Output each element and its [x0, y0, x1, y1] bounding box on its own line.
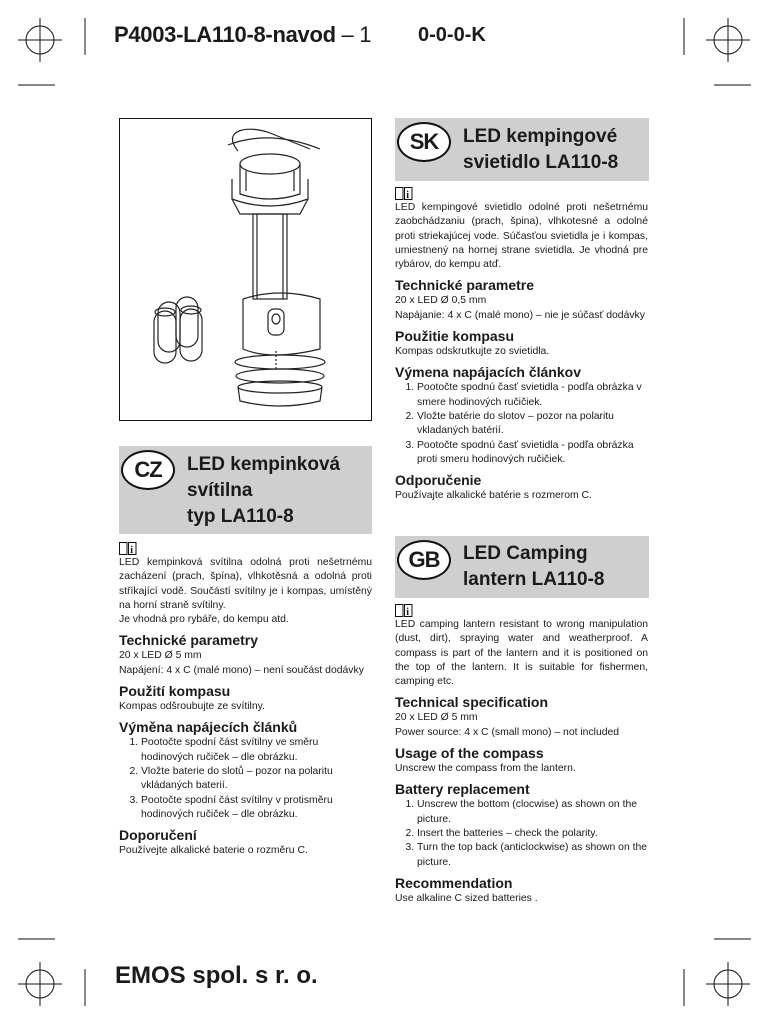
sk-compass-text: Kompas odskrutkujte zo svietidla. — [395, 346, 550, 358]
gb-title — [463, 541, 605, 593]
list-item: 2. Insert the batteries – check the polarity. — [417, 827, 648, 841]
page-number: – 1 — [341, 22, 372, 47]
sk-tech-heading: Technické parametre — [395, 277, 535, 294]
company-name: EMOS spol. s r. o. — [115, 962, 318, 989]
sk-title-line: LED kempingové — [463, 126, 618, 147]
product-illustration — [119, 118, 372, 421]
sk-banner — [395, 118, 649, 181]
crosshair-icon — [18, 18, 62, 62]
cz-language-badge: CZ — [121, 450, 175, 490]
gb-compass-text: Unscrew the compass from the lantern. — [395, 763, 576, 775]
crosshair-icon — [18, 962, 62, 1006]
cz-title-line: svítilna — [187, 480, 253, 501]
gb-title-line: lantern LA110-8 — [463, 569, 605, 590]
cz-compass-text: Kompas odšroubujte ze svítilny. — [119, 701, 265, 713]
list-item: 1. Pootočte spodnú časť svietidla - podľa obrázka v smere hodinových ručičiek. — [417, 381, 648, 410]
cz-title-line: typ LA110-8 — [187, 506, 294, 527]
cz-title-line: LED kempinková — [187, 454, 341, 475]
list-item: 3. Pootočte spodní část svítilny v protisměru hodinových ručiček – dle obrázku. — [141, 794, 372, 823]
sk-title-line: svietidlo LA110-8 — [463, 152, 619, 173]
svg-text:i: i — [406, 190, 410, 200]
gb-battery-steps — [395, 798, 648, 869]
lantern-drawing — [120, 119, 370, 419]
sk-content — [395, 185, 648, 503]
info-book-icon — [119, 542, 137, 555]
document-title — [114, 22, 371, 48]
sk-title — [463, 124, 618, 176]
gb-intro: LED camping lantern resistant to wrong manipulation (dust, dirt), spraying water and weatherproof. A compass is part of the lantern and it is positioned on the top of the lantern. It is suitable for fishermen, camping etc. — [395, 619, 648, 688]
gb-rec-text: Use alkaline C sized batteries . — [395, 892, 538, 904]
info-book-icon — [395, 187, 413, 200]
gb-title-line: LED Camping — [463, 543, 588, 564]
gb-content — [395, 602, 648, 906]
crosshair-icon — [706, 962, 750, 1006]
list-item: 1. Pootočte spodní část svítilny ve směru hodinových ručiček – dle obrázku. — [141, 736, 372, 765]
cz-rec-heading: Doporučení — [119, 827, 197, 844]
cz-content — [119, 540, 372, 858]
cz-tech-heading: Technické parametry — [119, 632, 259, 649]
list-item: 3. Pootočte spodnú časť svietidla - podľa obrázka proti smeru hodinových ručičiek. — [417, 439, 648, 468]
cz-compass-heading: Použití kompasu — [119, 683, 231, 700]
svg-text:i: i — [130, 545, 134, 555]
list-item: 2. Vložte batérie do slotov – pozor na polaritu vkladaných batérií. — [417, 410, 648, 439]
gb-rec-heading: Recommendation — [395, 874, 513, 891]
cz-battery-steps — [119, 736, 372, 822]
cz-intro-suitability: Je vhodná pro rybáře, do kempu atd. — [119, 614, 289, 626]
gb-language-badge: GB — [397, 540, 451, 580]
gb-compass-heading: Usage of the compass — [395, 745, 544, 762]
list-item: 1. Unscrew the bottom (clocwise) as shown on the picture. — [417, 798, 648, 827]
info-book-icon — [395, 604, 413, 617]
list-item: 2. Vložte baterie do slotů – pozor na polaritu vkládaných baterií. — [141, 765, 372, 794]
cz-tech-power: Napájení: 4 x C (malé mono) – není součást dodávky — [119, 664, 364, 676]
gb-tech-power: Power source: 4 x C (small mono) – not included — [395, 726, 620, 738]
color-code: 0-0-0-K — [418, 24, 486, 46]
sk-battery-steps — [395, 381, 648, 467]
gb-tech-heading: Technical specification — [395, 694, 549, 711]
list-item: 3. Turn the top back (anticlockwise) as shown on the picture. — [417, 841, 648, 870]
gb-tech-led: 20 x LED Ø 5 mm — [395, 712, 478, 724]
sk-battery-heading: Výmena napájacích článkov — [395, 364, 581, 381]
cz-banner — [119, 446, 372, 534]
cz-battery-heading: Výměna napájecích článků — [119, 719, 298, 736]
sk-language-badge: SK — [397, 122, 451, 162]
sk-compass-heading: Použitie kompasu — [395, 328, 515, 345]
sk-tech-power: Napájanie: 4 x C (malé mono) – nie je súčasť dodávky — [395, 309, 645, 321]
cz-rec-text: Používejte alkalické baterie o rozměru C. — [119, 845, 308, 857]
sk-rec-heading: Odporučenie — [395, 472, 482, 489]
crosshair-icon — [706, 18, 750, 62]
sk-tech-led: 20 x LED Ø 0,5 mm — [395, 295, 487, 307]
cz-tech-led: 20 x LED Ø 5 mm — [119, 650, 202, 662]
sk-rec-text: Používajte alkalické batérie s rozmerom C. — [395, 490, 592, 502]
gb-battery-heading: Battery replacement — [395, 781, 530, 798]
sk-intro: LED kempingové svietidlo odolné proti nešetrnému zaobchádzaniu (prach, špina), vlhkotesné a odolné proti striekajúcej vode. Súčasťou svietidla je i kompas, umiestnený na hornej strane svietidla. Je vhodná pre rybárov, do kempu atď. — [395, 202, 648, 271]
gb-banner — [395, 536, 649, 598]
cz-intro: LED kempinková svítilna odolná proti nešetrnému zacházení (prach, špína), vlhkotěsná a odolná proti stříkající vodě. Součástí svítilny je i kompas, umístěný na horní straně svítilny. — [119, 557, 372, 611]
cz-title — [187, 452, 340, 530]
document-code: P4003-LA110-8-navod — [114, 22, 336, 47]
svg-text:i: i — [406, 607, 410, 617]
